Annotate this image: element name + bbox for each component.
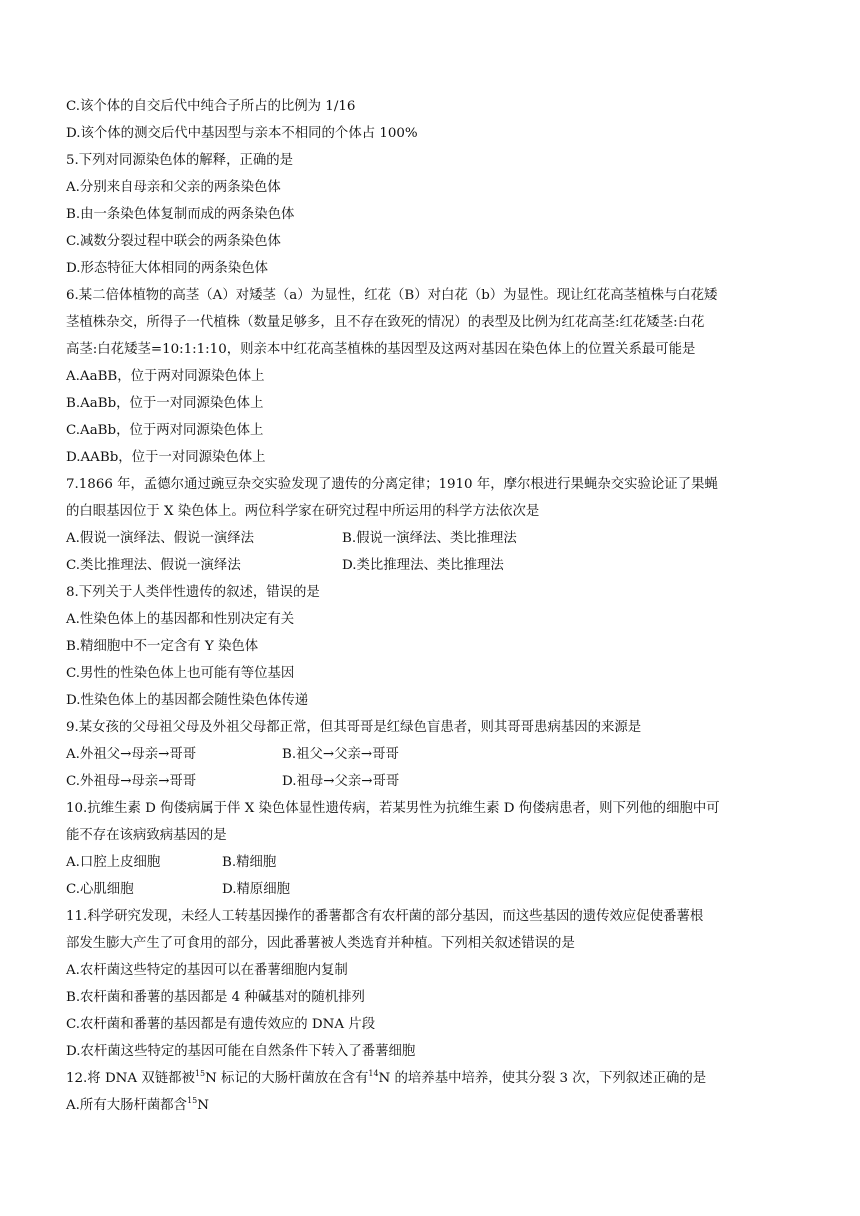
question-11-stem-line-2: 部发生膨大产生了可食用的部分，因此番薯被人类选育并种植。下列相关叙述错误的是 (66, 936, 575, 951)
question-10-stem-line-2: 能不存在该病致病基因的是 (66, 828, 227, 843)
option-12a-text: A.所有大肠杆菌都含 (66, 1098, 188, 1113)
option-12a (66, 1096, 209, 1116)
q12-text-2: N 标记的大肠杆菌放在含有 (205, 1071, 369, 1086)
q12-text-1: 12.将 DNA 双链都被 (66, 1071, 195, 1086)
option-7c: C.类比推理法、假说一演绎法 (66, 558, 241, 573)
question-8-stem: 8.下列关于人类伴性遗传的叙述，错误的是 (66, 585, 320, 600)
option-4d: D.该个体的测交后代中基因型与亲本不相同的个体占 100% (66, 126, 418, 141)
option-9c: C.外祖母→母亲→哥哥 (66, 774, 197, 789)
option-11a: A.农杆菌这些特定的基因可以在番薯细胞内复制 (66, 963, 348, 978)
option-12a-element: N (197, 1098, 209, 1113)
question-10-stem-line-1: 10.抗维生素 D 佝偻病属于伴 X 染色体显性遗传病，若某男性为抗维生素 D 佝偻病患者，则下列他的细胞中可 (66, 801, 720, 816)
option-8c: C.男性的性染色体上也可能有等位基因 (66, 666, 295, 681)
option-7d: D.类比推理法、类比推理法 (342, 558, 504, 573)
option-8a: A.性染色体上的基因都和性别决定有关 (66, 612, 295, 627)
q12-isotope-15: 15 (194, 1069, 206, 1078)
q12-text-3: N 的培养基中培养，使其分裂 3 次，下列叙述正确的是 (378, 1071, 707, 1086)
option-8d: D.性染色体上的基因都会随性染色体传递 (66, 693, 309, 708)
option-5d: D.形态特征大体相同的两条染色体 (66, 261, 268, 276)
question-12-stem (66, 1069, 706, 1089)
option-5c: C.减数分裂过程中联会的两条染色体 (66, 234, 281, 249)
question-5-stem: 5.下列对同源染色体的解释，正确的是 (66, 153, 294, 168)
option-6b: B.AaBb，位于一对同源染色体上 (66, 396, 264, 411)
question-7-stem-line-1: 7.1866 年，孟德尔通过豌豆杂交实验发现了遗传的分离定律；1910 年，摩尔根进行果蝇杂交实验论证了果蝇 (66, 477, 718, 492)
option-11d: D.农杆菌这些特定的基因可能在自然条件下转入了番薯细胞 (66, 1044, 416, 1059)
option-12a-isotope: 15 (187, 1096, 198, 1105)
option-10c: C.心肌细胞 (66, 882, 134, 897)
option-10d: D.精原细胞 (222, 882, 291, 897)
option-8b: B.精细胞中不一定含有 Y 染色体 (66, 639, 259, 654)
option-5a: A.分别来自母亲和父亲的两条染色体 (66, 180, 281, 195)
option-11b: B.农杆菌和番薯的基因都是 4 种碱基对的随机排列 (66, 990, 365, 1005)
question-6-stem-line-3: 高茎:白花矮茎=10:1:1:10，则亲本中红花高茎植株的基因型及这两对基因在染色体上的位置关系最可能是 (66, 342, 696, 357)
option-4c: C.该个体的自交后代中纯合子所占的比例为 1/16 (66, 99, 356, 114)
option-10b: B.精细胞 (222, 855, 277, 870)
q12-isotope-14: 14 (368, 1069, 379, 1078)
question-10-options-row-2 (66, 880, 766, 900)
option-10a: A.口腔上皮细胞 (66, 855, 161, 870)
question-7-stem-line-2: 的白眼基因位于 X 染色体上。两位科学家在研究过程中所运用的科学方法依次是 (66, 504, 540, 519)
question-6-stem-line-2: 茎植株杂交，所得子一代植株（数量足够多，且不存在致死的情况）的表型及比例为红花高茎:红花矮茎:白花 (66, 315, 705, 330)
question-11-stem-line-1: 11.科学研究发现，未经人工转基因操作的番薯都含有农杆菌的部分基因，而这些基因的遗传效应促使番薯根 (66, 909, 704, 924)
option-9a: A.外祖父→母亲→哥哥 (66, 747, 197, 762)
option-11c: C.农杆菌和番薯的基因都是有遗传效应的 DNA 片段 (66, 1017, 376, 1032)
question-9-stem: 9.某女孩的父母祖父母及外祖父母都正常，但其哥哥是红绿色盲患者，则其哥哥患病基因的来源是 (66, 720, 642, 735)
option-7b: B.假说一演绎法、类比推理法 (342, 531, 517, 546)
question-7-options-row-2 (66, 556, 766, 576)
option-5b: B.由一条染色体复制而成的两条染色体 (66, 207, 295, 222)
option-7a: A.假说一演绎法、假说一演绎法 (66, 531, 255, 546)
option-6c: C.AaBb，位于两对同源染色体上 (66, 423, 264, 438)
question-9-options-row-1 (66, 745, 766, 765)
option-9b: B.祖父→父亲→哥哥 (282, 747, 399, 762)
question-9-options-row-2 (66, 772, 766, 792)
question-7-options-row-1 (66, 529, 766, 549)
option-9d: D.祖母→父亲→哥哥 (282, 774, 400, 789)
option-6a: A.AaBB，位于两对同源染色体上 (66, 369, 265, 384)
question-10-options-row-1 (66, 853, 766, 873)
option-6d: D.AABb，位于一对同源染色体上 (66, 450, 266, 465)
question-6-stem-line-1: 6.某二倍体植物的高茎（A）对矮茎（a）为显性，红花（B）对白花（b）为显性。现让红花高茎植株与白花矮 (66, 288, 718, 303)
